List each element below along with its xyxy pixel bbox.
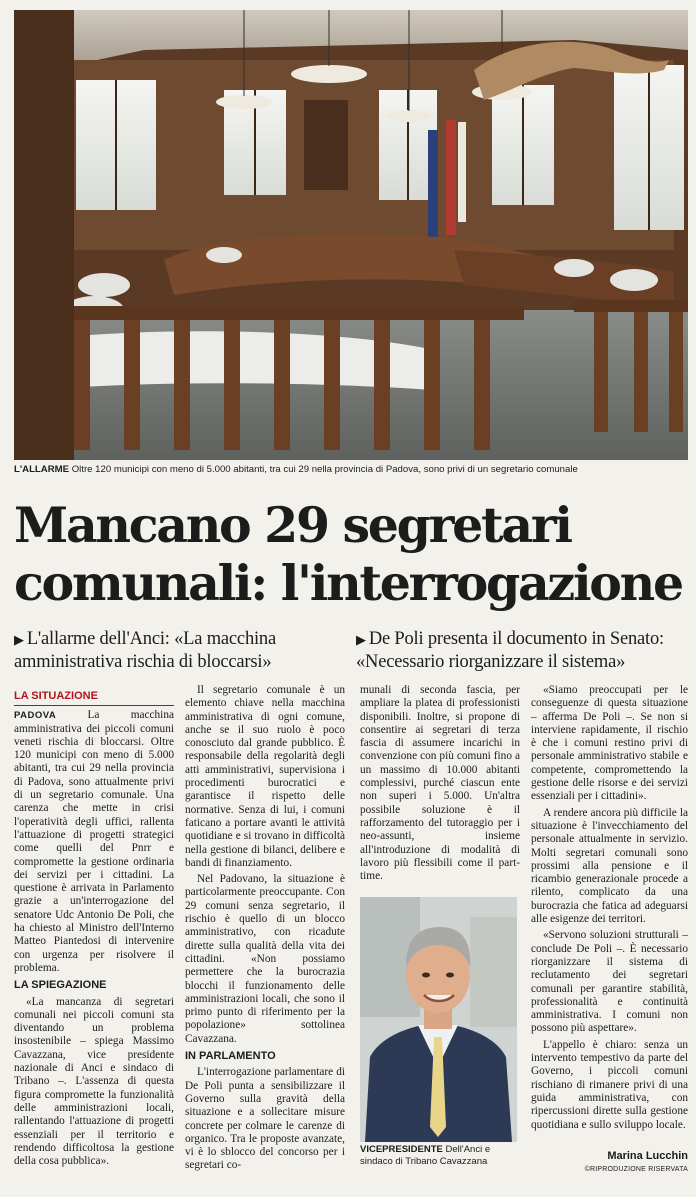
paragraph-text: La macchina amministrativa dei piccoli comuni veneti rischia di bloccarsi. Oltre 120 municipi con meno di 5.000 abitanti, tra cui 29 nella provincia di Padova, sono attualmente privi di un segretario comunale. Una carenza che mette in crisi l'operatività degli uffici, rallenta l'attuazione di progetti strategici come quelli del Pnrr e compromette la gestione ordinaria dei servizi per i cittadini. La questione è arrivata in Parlamento grazie a un'interrogazione del senatore Udc Antonio De Poli, che ha chiesto al Ministro dell'Interno Matteo Piantedosi di intervenire con urgenza per risolvere il problema. (14, 709, 174, 974)
article-paragraph: munali di seconda fascia, per ampliare la platea di professionisti disponibili. Inoltre, si propone di consentire ai segretari di terza fascia di assumere incarichi in convenzione con più comuni fino a un massimo di 10.000 abitanti complessivi, purché ciascun ente non superi i 5.000. Un'altra possibile soluzione è il rafforzamento del tutoraggio per i neo-assunti, insieme all'introduzione di modalità di lavoro più flessibili come il part-time. (360, 684, 520, 883)
article-paragraph: «Siamo preoccupati per le conseguenze di questa situazione – afferma De Poli –. Se non si interviene rapidamente, il rischio è che i comuni restino privi di personale amministrativo stabile e competente, compromettendo la gestione delle risorse e dei servizi essenziali per i cittadini». (531, 684, 688, 803)
council-chamber-illustration (14, 10, 688, 460)
article-paragraph: A rendere ancora più difficile la situazione è l'invecchiamento del personale attualmente in servizio. Molti segretari comunali sono prossimi alla pensione e il ricambio generazionale procede a rilento, complicato da una burocrazia che fatica ad adeguarsi alle esigenze dei territori. (531, 806, 688, 926)
deck-right-line-2: «Necessario riorganizzare il sistema» (356, 652, 626, 672)
deck-left (14, 628, 354, 673)
article-column-3 (360, 684, 520, 886)
photo-caption (14, 463, 694, 476)
portrait-illustration (360, 897, 517, 1142)
triangle-bullet-icon: ▶ (356, 632, 366, 647)
deck-left-line-2: amministrativa rischia di bloccarsi» (14, 652, 272, 672)
portrait-caption-lead: VICEPRESIDENTE (360, 1144, 443, 1155)
portrait-photo-cavazzana (360, 897, 517, 1142)
triangle-bullet-icon: ▶ (14, 632, 24, 647)
article-column-1 (14, 690, 174, 1171)
article-headline (14, 496, 694, 612)
article-paragraph: Il segretario comunale è un elemento chiave nella macchina amministrativa di ogni comune, anche se il suo ruolo è poco conosciuto dal grande pubblico. È responsabile della regolarità degli atti amministrativi, supervisiona i procedimenti burocratici e garantisce il rispetto delle normative. Senza di lui, i comuni faticano a portare avanti le attività quotidiane e si trovano in difficoltà nella gestione di bilanci, delibere e bandi di finanziamento. (185, 684, 345, 869)
headline-line-2: comunali: l'interrogazione (14, 554, 682, 612)
portrait-caption-text: Dell'Anci e sindaco di Tribano Cavazzana (360, 1144, 491, 1167)
article-paragraph: Nel Padovano, la situazione è particolarmente preoccupante. Con 29 comuni senza segretario, il rischio è quello di un blocco amministrativo, con ricadute dirette sulla qualità della vita dei cittadini. «Non possiamo permettere che la burocrazia blocchi il funzionamento delle amministrazioni locali, che sono il primo punto di riferimento per la popolazione» sottolinea Cavazzana. (185, 873, 345, 1045)
council-chamber-photo (14, 10, 688, 460)
article-paragraph (14, 709, 174, 975)
article-column-2 (185, 684, 345, 1176)
dateline: PADOVA (14, 710, 57, 722)
deck-left-line-1: L'allarme dell'Anci: «La macchina (26, 629, 276, 649)
author-byline: Marina Lucchin (607, 1150, 688, 1162)
deck-right-line-1: De Poli presenta il documento in Senato: (368, 629, 664, 649)
photo-caption-text: Oltre 120 municipi con meno di 5.000 abitanti, tra cui 29 nella provincia di Padova, sono privi di un segretario comunale (71, 464, 578, 475)
article-column-4 (531, 684, 688, 1135)
headline-line-1: Mancano 29 segretari (14, 496, 571, 554)
photo-caption-lead: L'ALLARME (14, 464, 70, 475)
portrait-caption (360, 1144, 525, 1168)
section-heading-parlamento: IN PARLAMENTO (185, 1050, 276, 1063)
article-paragraph: L'appello è chiaro: senza un intervento tempestivo da parte del Governo, i piccoli comuni rischiano di rimanere privi di una guida amministrativa, con ripercussioni dirette sulla gestione quotidiana e sullo sviluppo locale. (531, 1038, 688, 1131)
article-paragraph: «La mancanza di segretari comunali nei piccoli comuni sta diventando un problema insostenibile – spiega Massimo Cavazzana, vice presidente nazionale di Anci e sindaco di Tribano –. L'assenza di questa figura compromette la funzionalità delle amministrazioni locali, rallentando l'attuazione di progetti essenziali per il territorio e rendendo difficoltosa la gestione della cosa pubblica». (14, 995, 174, 1168)
section-heading-situazione: LA SITUAZIONE (14, 690, 174, 706)
article-paragraph: «Servono soluzioni strutturali – conclude De Poli –. È necessario riorganizzare il sistema di reclutamento dei segretari comunali per garantire stabilità, professionalità e continuità amministrativa. I comuni non possono più aspettare». (531, 929, 688, 1035)
section-heading-spiegazione: LA SPIEGAZIONE (14, 979, 107, 992)
article-paragraph: L'interrogazione parlamentare di De Poli punta a sensibilizzare il Governo sulla gravità della situazione e a sollecitare misure concrete per colmare le carenze di organico. Tra le proposte avanzate, vi è lo sblocco del concorso per i segretari co- (185, 1066, 345, 1172)
copyright-notice: ©RIPRODUZIONE RISERVATA (584, 1166, 688, 1173)
deck-right (356, 628, 696, 673)
